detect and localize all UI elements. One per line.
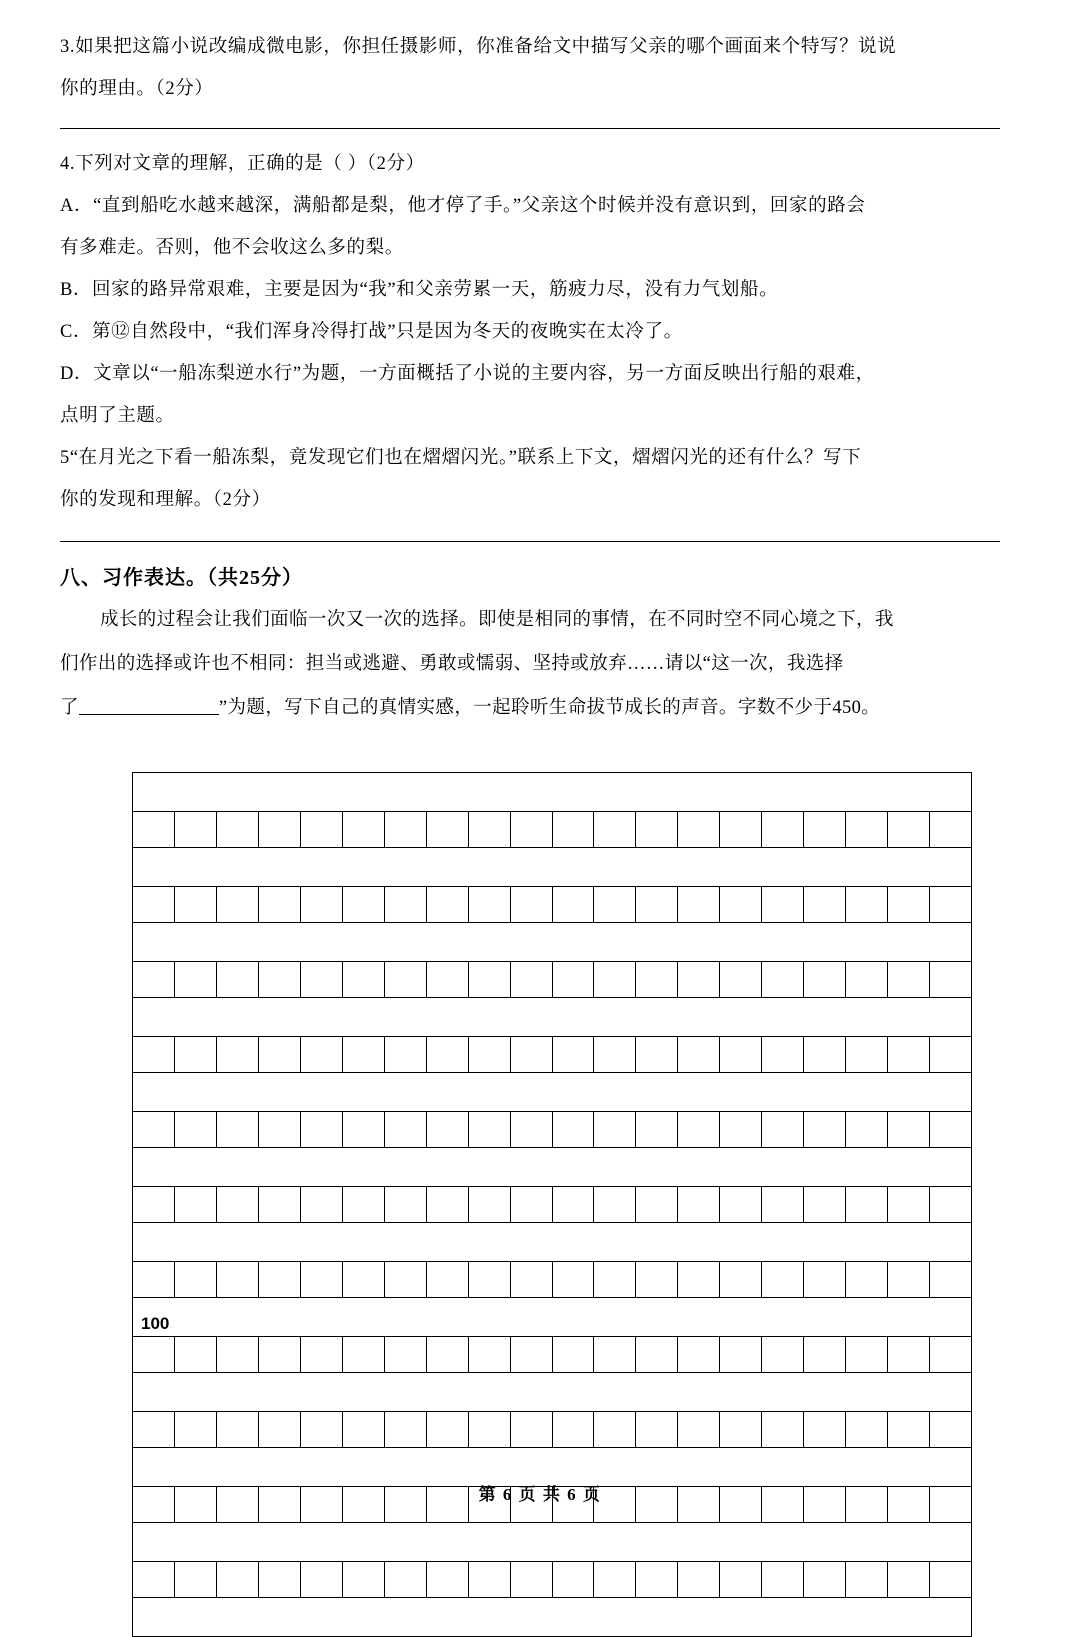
grid-cell[interactable] — [469, 1037, 511, 1072]
grid-cell[interactable] — [678, 1562, 720, 1597]
grid-cell[interactable] — [301, 812, 343, 847]
grid-gap-row — [133, 1073, 971, 1111]
question-3-line-2: 你的理由。（2分） — [60, 79, 214, 99]
grid-cell[interactable] — [343, 962, 385, 997]
grid-cell[interactable] — [511, 1337, 553, 1372]
grid-cell[interactable] — [930, 1187, 971, 1222]
question-4 — [60, 143, 1020, 437]
grid-cell[interactable] — [469, 1562, 511, 1597]
grid-cell[interactable] — [594, 1562, 636, 1597]
grid-cell[interactable] — [133, 812, 175, 847]
question-4-option-a-line-1: A．“直到船吃水越来越深，满船都是梨，他才停了手。”父亲这个时候并没有意识到，回家的路会 — [60, 196, 866, 216]
grid-cell[interactable] — [636, 1562, 678, 1597]
grid-gap-row — [133, 1223, 971, 1261]
grid-cell[interactable] — [636, 962, 678, 997]
grid-cell[interactable] — [301, 1262, 343, 1297]
question-3-line-1: 3.如果把这篇小说改编成微电影，你担任摄影师，你准备给文中描写父亲的哪个画面来个特写？说说 — [60, 37, 897, 57]
grid-cell[interactable] — [678, 1112, 720, 1147]
grid-cell[interactable] — [720, 1412, 762, 1447]
question-3 — [60, 26, 1020, 110]
grid-cell[interactable] — [930, 962, 971, 997]
grid-cell[interactable] — [427, 887, 469, 922]
grid-cell[interactable] — [762, 1187, 804, 1222]
grid-cell[interactable] — [846, 962, 888, 997]
grid-cell[interactable] — [133, 1562, 175, 1597]
grid-cell-row[interactable] — [133, 1036, 971, 1073]
grid-cell[interactable] — [259, 1262, 301, 1297]
question-4-option-a-line-2: 有多难走。否则，他不会收这么多的梨。 — [60, 238, 404, 258]
grid-cell[interactable] — [636, 1187, 678, 1222]
grid-cell[interactable] — [553, 887, 595, 922]
grid-cell[interactable] — [594, 1037, 636, 1072]
grid-cell[interactable] — [259, 1562, 301, 1597]
grid-cell[interactable] — [804, 1337, 846, 1372]
grid-cell[interactable] — [301, 1337, 343, 1372]
grid-cell[interactable] — [385, 812, 427, 847]
grid-cell[interactable] — [217, 1262, 259, 1297]
grid-cell[interactable] — [762, 1562, 804, 1597]
grid-cell[interactable] — [217, 1412, 259, 1447]
grid-cell[interactable] — [846, 1187, 888, 1222]
grid-cell[interactable] — [259, 962, 301, 997]
grid-cell[interactable] — [553, 1112, 595, 1147]
grid-cell[interactable] — [385, 1037, 427, 1072]
grid-cell[interactable] — [804, 1112, 846, 1147]
grid-cell[interactable] — [804, 962, 846, 997]
grid-cell[interactable] — [930, 812, 971, 847]
grid-cell[interactable] — [343, 1187, 385, 1222]
grid-cell[interactable] — [511, 812, 553, 847]
grid-cell[interactable] — [762, 1262, 804, 1297]
word-count-marker: 100 — [141, 1314, 170, 1333]
grid-cell[interactable] — [888, 1112, 930, 1147]
grid-cell-row[interactable] — [133, 1111, 971, 1148]
grid-cell[interactable] — [343, 1037, 385, 1072]
grid-cell[interactable] — [427, 1037, 469, 1072]
grid-gap-row — [133, 848, 971, 886]
grid-cell[interactable] — [133, 962, 175, 997]
grid-cell[interactable] — [259, 1412, 301, 1447]
grid-cell[interactable] — [804, 1187, 846, 1222]
composition-prompt-line-3-after: ”为题，写下自己的真情实感，一起聆听生命拔节成长的声音。字数不少于450。 — [218, 698, 881, 718]
grid-cell[interactable] — [133, 1187, 175, 1222]
grid-cell[interactable] — [259, 1187, 301, 1222]
grid-cell[interactable] — [385, 887, 427, 922]
grid-cell[interactable] — [469, 1337, 511, 1372]
grid-cell[interactable] — [175, 1562, 217, 1597]
grid-cell[interactable] — [301, 1187, 343, 1222]
grid-cell[interactable] — [594, 887, 636, 922]
grid-cell[interactable] — [553, 962, 595, 997]
grid-cell[interactable] — [846, 812, 888, 847]
grid-cell[interactable] — [133, 1337, 175, 1372]
grid-cell[interactable] — [720, 1262, 762, 1297]
composition-prompt-line-1: 成长的过程会让我们面临一次又一次的选择。即使是相同的事情，在不同时空不同心境之下，我 — [100, 610, 894, 630]
grid-cell[interactable] — [217, 962, 259, 997]
grid-cell[interactable] — [720, 1037, 762, 1072]
grid-cell[interactable] — [804, 887, 846, 922]
grid-cell[interactable] — [846, 1337, 888, 1372]
grid-cell[interactable] — [427, 812, 469, 847]
grid-cell[interactable] — [888, 1262, 930, 1297]
grid-cell[interactable] — [678, 887, 720, 922]
grid-cell[interactable] — [678, 1187, 720, 1222]
grid-cell[interactable] — [133, 1112, 175, 1147]
grid-cell[interactable] — [301, 962, 343, 997]
grid-cell[interactable] — [175, 1412, 217, 1447]
grid-cell[interactable] — [217, 812, 259, 847]
grid-cell[interactable] — [385, 1262, 427, 1297]
grid-cell[interactable] — [762, 1337, 804, 1372]
grid-cell[interactable] — [720, 812, 762, 847]
grid-cell[interactable] — [175, 1262, 217, 1297]
grid-cell[interactable] — [259, 1037, 301, 1072]
grid-cell[interactable] — [804, 1412, 846, 1447]
grid-cell[interactable] — [427, 1262, 469, 1297]
grid-cell[interactable] — [175, 1112, 217, 1147]
grid-cell[interactable] — [762, 1112, 804, 1147]
grid-cell[interactable] — [343, 1562, 385, 1597]
grid-cell[interactable] — [888, 1037, 930, 1072]
grid-cell[interactable] — [678, 1412, 720, 1447]
grid-cell[interactable] — [133, 887, 175, 922]
grid-cell[interactable] — [301, 1412, 343, 1447]
grid-cell[interactable] — [217, 1187, 259, 1222]
grid-cell[interactable] — [343, 887, 385, 922]
grid-cell[interactable] — [553, 1412, 595, 1447]
grid-cell[interactable] — [594, 1337, 636, 1372]
question-4-stem: 4.下列对文章的理解，正确的是（ ）（2分） — [60, 154, 425, 174]
grid-cell[interactable] — [720, 1112, 762, 1147]
question-4-option-c: C．第⑫自然段中，“我们浑身冷得打战”只是因为冬天的夜晚实在太冷了。 — [60, 322, 683, 342]
grid-cell[interactable] — [846, 887, 888, 922]
grid-cell[interactable] — [553, 1262, 595, 1297]
grid-cell[interactable] — [930, 1112, 971, 1147]
grid-cell[interactable] — [511, 887, 553, 922]
grid-cell[interactable] — [888, 1187, 930, 1222]
grid-cell[interactable] — [427, 1412, 469, 1447]
question-4-option-b: B．回家的路异常艰难，主要是因为“我”和父亲劳累一天，筋疲力尽，没有力气划船。 — [60, 280, 779, 300]
grid-cell[interactable] — [469, 1112, 511, 1147]
grid-cell-row[interactable] — [133, 1411, 971, 1448]
grid-cell[interactable] — [217, 887, 259, 922]
grid-cell[interactable] — [427, 1562, 469, 1597]
grid-cell[interactable] — [594, 1412, 636, 1447]
grid-cell[interactable] — [888, 812, 930, 847]
grid-cell[interactable] — [217, 1112, 259, 1147]
grid-cell[interactable] — [594, 1262, 636, 1297]
question-4-option-d-line-2: 点明了主题。 — [60, 406, 175, 426]
grid-cell[interactable] — [553, 1337, 595, 1372]
grid-cell[interactable] — [469, 887, 511, 922]
grid-cell[interactable] — [427, 962, 469, 997]
composition-prompt-line-3-before: 了 — [60, 698, 79, 718]
grid-cell[interactable] — [762, 1037, 804, 1072]
grid-cell[interactable] — [301, 1562, 343, 1597]
grid-cell[interactable] — [343, 1412, 385, 1447]
grid-cell[interactable] — [385, 1412, 427, 1447]
grid-cell[interactable] — [888, 1562, 930, 1597]
question-5-line-2: 你的发现和理解。（2分） — [60, 490, 271, 510]
grid-cell[interactable] — [385, 1187, 427, 1222]
grid-cell[interactable] — [762, 1412, 804, 1447]
grid-cell[interactable] — [469, 962, 511, 997]
grid-cell[interactable] — [301, 1112, 343, 1147]
grid-gap-row-word-count — [133, 1298, 971, 1336]
grid-cell[interactable] — [133, 1412, 175, 1447]
grid-cell[interactable] — [930, 1037, 971, 1072]
grid-cell[interactable] — [594, 962, 636, 997]
grid-gap-row — [133, 923, 971, 961]
grid-cell[interactable] — [846, 1112, 888, 1147]
grid-cell[interactable] — [175, 1337, 217, 1372]
grid-cell[interactable] — [133, 1262, 175, 1297]
grid-cell[interactable] — [678, 1262, 720, 1297]
answer-line-q3 — [60, 128, 1000, 129]
grid-cell[interactable] — [846, 1562, 888, 1597]
grid-cell-row[interactable] — [133, 1186, 971, 1223]
grid-cell[interactable] — [511, 1187, 553, 1222]
grid-cell[interactable] — [930, 887, 971, 922]
grid-cell[interactable] — [511, 1262, 553, 1297]
grid-cell[interactable] — [636, 1037, 678, 1072]
grid-cell[interactable] — [343, 812, 385, 847]
grid-cell[interactable] — [804, 1562, 846, 1597]
grid-cell-row[interactable] — [133, 1336, 971, 1373]
grid-cell[interactable] — [930, 1412, 971, 1447]
grid-cell[interactable] — [930, 1262, 971, 1297]
grid-cell[interactable] — [175, 812, 217, 847]
grid-cell-row[interactable] — [133, 1561, 971, 1598]
grid-cell[interactable] — [636, 1337, 678, 1372]
grid-cell[interactable] — [301, 887, 343, 922]
grid-cell[interactable] — [720, 887, 762, 922]
grid-cell[interactable] — [259, 1112, 301, 1147]
grid-cell[interactable] — [343, 1262, 385, 1297]
grid-cell[interactable] — [301, 1037, 343, 1072]
grid-cell[interactable] — [175, 887, 217, 922]
grid-cell[interactable] — [720, 1187, 762, 1222]
grid-gap-row — [133, 1523, 971, 1561]
grid-cell[interactable] — [427, 1187, 469, 1222]
grid-cell[interactable] — [594, 1187, 636, 1222]
grid-cell[interactable] — [888, 887, 930, 922]
grid-cell[interactable] — [553, 1037, 595, 1072]
grid-cell[interactable] — [678, 1037, 720, 1072]
grid-cell[interactable] — [175, 1037, 217, 1072]
grid-cell[interactable] — [846, 1262, 888, 1297]
grid-cell[interactable] — [720, 962, 762, 997]
grid-cell[interactable] — [469, 1412, 511, 1447]
grid-cell[interactable] — [846, 1037, 888, 1072]
grid-gap-row — [133, 1373, 971, 1411]
grid-cell[interactable] — [511, 1037, 553, 1072]
question-5-line-1: 5“在月光之下看一船冻梨，竟发现它们也在熠熠闪光。”联系上下文，熠熠闪光的还有什么？写下 — [60, 448, 862, 468]
grid-cell[interactable] — [343, 1112, 385, 1147]
grid-cell[interactable] — [217, 1037, 259, 1072]
grid-cell-row[interactable] — [133, 811, 971, 848]
section-title-composition: 八、习作表达。（共25分） — [60, 567, 303, 589]
grid-cell[interactable] — [469, 1262, 511, 1297]
grid-cell-row[interactable] — [133, 1261, 971, 1298]
grid-cell[interactable] — [553, 812, 595, 847]
grid-cell[interactable] — [804, 812, 846, 847]
grid-cell[interactable] — [636, 812, 678, 847]
grid-cell[interactable] — [720, 1562, 762, 1597]
grid-cell[interactable] — [762, 812, 804, 847]
grid-cell[interactable] — [888, 1337, 930, 1372]
grid-cell[interactable] — [133, 1037, 175, 1072]
grid-cell[interactable] — [343, 1337, 385, 1372]
grid-cell[interactable] — [636, 1412, 678, 1447]
grid-cell[interactable] — [469, 812, 511, 847]
grid-cell[interactable] — [930, 1337, 971, 1372]
grid-cell[interactable] — [511, 1412, 553, 1447]
question-4-option-d-line-1: D．文章以“一船冻梨逆水行”为题，一方面概括了小说的主要内容，另一方面反映出行船的艰难， — [60, 364, 875, 384]
composition-prompt-line-2: 们作出的选择或许也不相同：担当或逃避、勇敢或懦弱、坚持或放弃……请以“这一次，我选择 — [60, 654, 844, 674]
grid-cell[interactable] — [259, 812, 301, 847]
grid-cell[interactable] — [511, 962, 553, 997]
grid-gap-row — [133, 1598, 971, 1636]
grid-cell[interactable] — [385, 1562, 427, 1597]
title-blank-field[interactable] — [79, 696, 219, 716]
grid-cell[interactable] — [175, 962, 217, 997]
grid-cell[interactable] — [511, 1112, 553, 1147]
grid-cell[interactable] — [636, 887, 678, 922]
grid-cell[interactable] — [469, 1187, 511, 1222]
grid-cell[interactable] — [259, 887, 301, 922]
grid-cell[interactable] — [385, 1112, 427, 1147]
grid-cell[interactable] — [594, 1112, 636, 1147]
grid-cell[interactable] — [720, 1337, 762, 1372]
grid-cell[interactable] — [553, 1562, 595, 1597]
grid-cell[interactable] — [804, 1262, 846, 1297]
page-footer: 第 6 页 共 6 页 — [478, 1485, 602, 1504]
grid-cell[interactable] — [762, 962, 804, 997]
composition-prompt — [60, 598, 1020, 730]
grid-gap-row — [133, 998, 971, 1036]
grid-cell[interactable] — [762, 887, 804, 922]
grid-cell[interactable] — [888, 1412, 930, 1447]
grid-cell[interactable] — [175, 1187, 217, 1222]
grid-cell[interactable] — [678, 1337, 720, 1372]
grid-cell-row[interactable] — [133, 961, 971, 998]
grid-cell[interactable] — [553, 1187, 595, 1222]
grid-cell[interactable] — [846, 1412, 888, 1447]
grid-gap-row — [133, 773, 971, 811]
grid-cell-row[interactable] — [133, 886, 971, 923]
composition-grid[interactable] — [132, 772, 972, 1637]
grid-cell[interactable] — [259, 1337, 301, 1372]
grid-cell[interactable] — [930, 1562, 971, 1597]
grid-cell[interactable] — [427, 1112, 469, 1147]
grid-cell[interactable] — [678, 962, 720, 997]
answer-line-q5 — [60, 541, 1000, 542]
grid-cell[interactable] — [217, 1562, 259, 1597]
grid-cell[interactable] — [427, 1337, 469, 1372]
grid-gap-row — [133, 1148, 971, 1186]
grid-cell[interactable] — [385, 1337, 427, 1372]
grid-cell[interactable] — [511, 1562, 553, 1597]
grid-cell[interactable] — [594, 812, 636, 847]
grid-cell[interactable] — [678, 812, 720, 847]
grid-cell[interactable] — [888, 962, 930, 997]
grid-cell[interactable] — [636, 1262, 678, 1297]
grid-cell[interactable] — [636, 1112, 678, 1147]
question-5 — [60, 437, 1020, 521]
grid-cell[interactable] — [385, 962, 427, 997]
grid-cell[interactable] — [217, 1337, 259, 1372]
grid-cell[interactable] — [804, 1037, 846, 1072]
